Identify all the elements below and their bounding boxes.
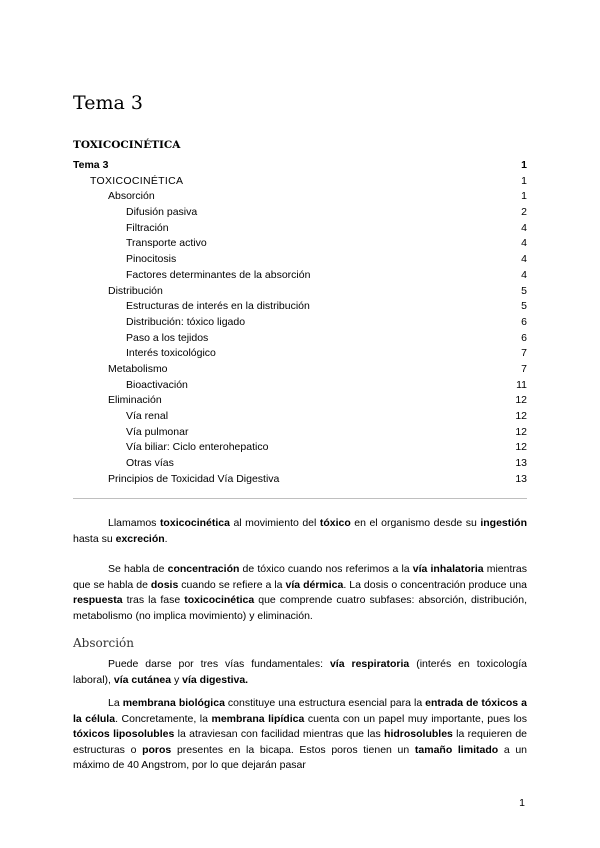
toc-entry-page: 12 (515, 394, 527, 407)
toc-entry-page: 4 (521, 268, 527, 281)
toc-entry[interactable] (73, 425, 527, 441)
bold-term: membrana biológica (122, 697, 225, 709)
toc-entry-label: Distribución: tóxico ligado (126, 315, 246, 328)
toc-entry-label: Principios de Toxicidad Vía Digestiva (108, 472, 280, 485)
toc-entry[interactable] (73, 393, 527, 409)
toc-entry-page: 1 (521, 174, 527, 187)
toc-entry-label: Tema 3 (73, 159, 109, 171)
toc-entry-label: Filtración (126, 221, 169, 234)
toc-entry[interactable] (73, 409, 527, 425)
toc-entry-page: 6 (521, 315, 527, 328)
text-run: tras la fase (122, 594, 185, 607)
toc-entry-page: 5 (521, 284, 527, 297)
toc-entry-page: 7 (521, 362, 527, 375)
toc-entry-page: 7 (521, 347, 527, 360)
toc-entry[interactable] (73, 440, 527, 456)
bold-term: membrana lipídica (211, 712, 305, 725)
toc-entry-label: Metabolismo (108, 362, 168, 375)
toc-entry-page: 4 (521, 253, 527, 266)
bold-term: vía cutánea (113, 673, 172, 686)
text-run: . Concretamente, la (115, 712, 212, 725)
paragraph-concentration (73, 562, 527, 624)
toc-entry[interactable] (73, 315, 527, 331)
paragraph-intro (73, 516, 527, 547)
bold-term: vía respiratoria (329, 658, 410, 670)
toc-entry-label: Difusión pasiva (126, 206, 198, 219)
toc-entry-page: 6 (521, 331, 527, 344)
text-run: Llamamos (108, 517, 160, 529)
toc-entry[interactable] (73, 362, 527, 378)
text-run: Se habla de (108, 563, 168, 575)
toc-entry[interactable] (73, 299, 527, 315)
bold-term: ingestión (480, 517, 528, 529)
bold-term: tóxicos liposolubles (73, 728, 175, 741)
toc-entry-page: 12 (515, 425, 527, 438)
bold-term: excreción (115, 532, 165, 545)
toc-entry-page: 4 (521, 221, 527, 234)
toc-entry[interactable] (73, 331, 527, 347)
bold-term: dosis (150, 578, 179, 591)
toc-entry-label: Transporte activo (126, 237, 207, 250)
toc-entry-page: 5 (521, 300, 527, 313)
text-run: en el organismo desde su (350, 517, 481, 529)
toc-entry[interactable] (73, 205, 527, 221)
toc-entry[interactable] (73, 378, 527, 394)
text-run: cuando se refiere a la (178, 578, 286, 591)
toc-entry[interactable] (73, 472, 527, 488)
bold-term: poros (142, 743, 172, 756)
toc-entry-label: Pinocitosis (126, 253, 177, 266)
toc-entry-label: Factores determinantes de la absorción (126, 268, 311, 281)
toc-entry-label: Vía biliar: Ciclo enterohepatico (126, 441, 269, 454)
text-run: mientras que se habla de (73, 563, 527, 591)
page-number: 1 (519, 797, 525, 809)
section-heading-absorcion: Absorción (73, 636, 134, 650)
toc-entry-page: 1 (521, 190, 527, 203)
toc-entry[interactable] (73, 236, 527, 252)
text-run: . (164, 532, 168, 545)
page-subtitle: TOXICOCINÉTICA (73, 139, 181, 151)
toc-entry-label: Bioactivación (126, 378, 188, 391)
toc-entry-page: 13 (515, 457, 527, 470)
toc-divider (73, 498, 527, 499)
paragraph-absorption-routes (73, 657, 527, 688)
toc-entry[interactable] (73, 174, 527, 190)
toc-entry-label: Absorción (108, 190, 155, 203)
toc-entry[interactable] (73, 221, 527, 237)
toc-entry[interactable] (73, 284, 527, 300)
bold-term: concentración (167, 563, 240, 575)
toc-entry[interactable] (73, 189, 527, 205)
text-run: al movimiento del (229, 517, 320, 529)
paragraph-membrane (73, 696, 527, 774)
text-run: hasta su (73, 532, 116, 545)
text-run: de tóxico cuando nos referimos a la (239, 563, 413, 575)
toc-entry-page: 4 (521, 237, 527, 250)
toc-entry-label: Eliminación (108, 394, 162, 407)
text-run: la atraviesan con facilidad mientras que las (174, 728, 385, 741)
toc-entry-label: Otras vías (126, 457, 174, 470)
toc-entry-label: Estructuras de interés en la distribución (126, 300, 310, 313)
text-run: La (108, 697, 123, 709)
toc-entry-page: 11 (516, 378, 527, 391)
bold-term: respuesta (73, 594, 123, 607)
bold-term: tamaño limitado (414, 743, 499, 756)
text-run: constituye una estructura esencial para la (224, 697, 426, 709)
toc-entry-page: 13 (515, 472, 527, 485)
text-run: la requieren de estructuras o (73, 728, 527, 756)
toc-entry-label: Vía renal (126, 410, 169, 422)
text-run: cuenta con un papel muy importante, pues los (304, 712, 528, 725)
text-run: y (171, 673, 183, 686)
toc-entry-label: Vía pulmonar (126, 425, 189, 438)
bold-term: toxicocinética (159, 517, 230, 529)
bold-term: hidrosolubles (384, 728, 453, 741)
bold-term: vía dérmica (285, 578, 344, 591)
bold-term: toxicocinética (184, 594, 255, 607)
toc-entry[interactable] (73, 158, 527, 174)
toc-entry-page: 2 (521, 206, 527, 219)
toc-entry[interactable] (73, 346, 527, 362)
bold-term: tóxico (319, 517, 351, 529)
text-run: Puede darse por tres vías fundamentales: (108, 658, 330, 670)
toc-entry[interactable] (73, 252, 527, 268)
toc-entry-page: 1 (521, 159, 527, 171)
text-run: que comprende cuatro subfases: absorción, distribución, metabolismo (no implica movimiento) y eliminación. (73, 594, 527, 622)
toc-entry[interactable] (73, 268, 527, 284)
text-run: . La dosis o concentración produce una (343, 578, 527, 591)
bold-term: entrada de tóxicos a la célula (73, 697, 527, 725)
toc-entry-page: 12 (515, 441, 527, 454)
toc-entry-label: TOXICOCINÉTICA (90, 174, 184, 187)
text-run: a un máximo de 40 Angstrom, por lo que dejarán pasar (73, 743, 528, 772)
toc-entry-label: Interés toxicológico (126, 347, 216, 360)
bold-term: vía digestiva. (182, 673, 249, 686)
table-of-contents (73, 158, 527, 487)
toc-entry-label: Distribución (108, 284, 163, 297)
page-title: Tema 3 (73, 92, 143, 114)
text-run: presentes en la bicapa. Estos poros tienen un (171, 743, 415, 756)
toc-entry[interactable] (73, 456, 527, 472)
bold-term: vía inhalatoria (412, 563, 484, 575)
text-run: (interés en toxicología laboral), (73, 658, 527, 686)
toc-entry-label: Paso a los tejidos (126, 331, 209, 344)
toc-entry-page: 12 (515, 410, 527, 422)
